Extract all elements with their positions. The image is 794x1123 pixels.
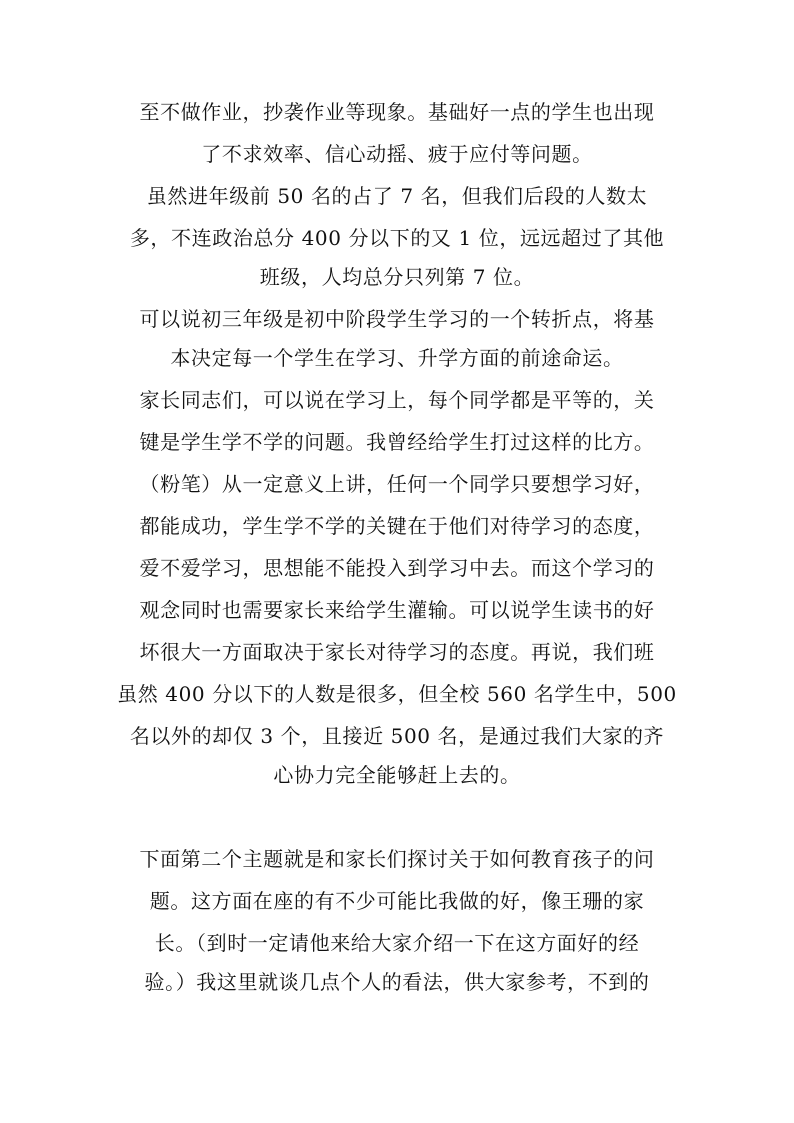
text-line: 多，不连政治总分 400 分以下的又 1 位，远远超过了其他 [129,226,665,250]
text-line: 了不求效率、信心动摇、疲于应付等问题。 [201,142,593,166]
text-line: 观念同时也需要家长来给学生灌输。可以说学生读书的好 [139,598,655,622]
text-line: 名以外的却仅 3 个，且接近 500 名，是通过我们大家的齐 [129,724,665,748]
text-line: 班级，人均总分只列第 7 位。 [259,265,535,289]
text-line: 家长同志们，可以说在学习上，每个同学都是平等的，关 [139,388,655,412]
text-line: （粉笔）从一定意义上讲，任何一个同学只要想学习好， [139,472,655,496]
text-line: 题。这方面在座的有不少可能比我做的好，像王珊的家 [149,889,645,913]
text-line: 至不做作业，抄袭作业等现象。基础好一点的学生也出现 [139,100,655,124]
text-line: 可以说初三年级是初中阶段学生学习的一个转折点，将基 [139,307,655,331]
text-line: 验。）我这里就谈几点个人的看法，供大家参考，不到的 [144,970,650,994]
text-line: 都能成功，学生学不学的关键在于他们对待学习的态度， [139,514,655,538]
text-line: 虽然 400 分以下的人数是很多，但全校 560 名学生中，500 [117,682,677,706]
text-line: 长。（到时一定请他来给大家介绍一下在这方面好的经 [154,931,640,955]
text-line: 心协力完全能够赶上去的。 [273,763,521,787]
text-line: 本决定每一个学生在学习、升学方面的前途命运。 [170,346,624,370]
text-line: 键是学生学不学的问题。我曾经给学生打过这样的比方。 [139,430,655,454]
text-line: 下面第二个主题就是和家长们探讨关于如何教育孩子的问 [139,847,655,871]
text-line: 爱不爱学习，思想能不能投入到学习中去。而这个学习的 [139,556,655,580]
text-line: 坏很大一方面取决于家长对待学习的态度。再说，我们班 [139,640,655,664]
text-line: 虽然进年级前 50 名的占了 7 名，但我们后段的人数太 [146,184,648,208]
